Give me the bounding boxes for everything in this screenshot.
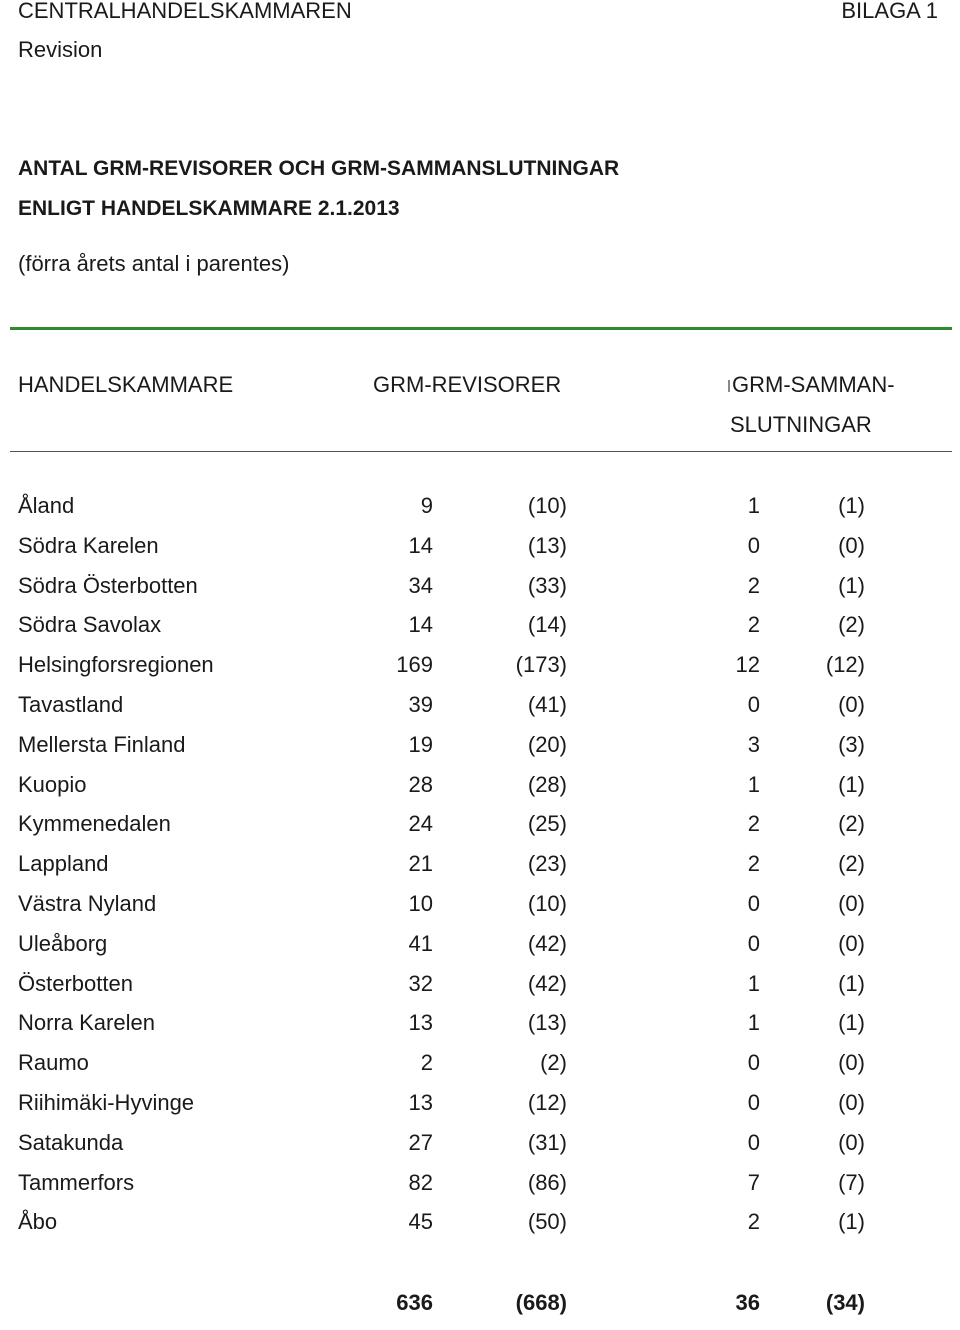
cell-chamber: Åland xyxy=(18,493,75,518)
cell-chamber: Satakunda xyxy=(18,1130,124,1155)
cell-chamber: Uleåborg xyxy=(18,931,108,956)
cell-associations: 1 xyxy=(747,772,760,797)
cell-associations-prev: (2) xyxy=(838,612,865,637)
cell-chamber: Kymmenedalen xyxy=(18,811,171,836)
cell-associations-prev: (0) xyxy=(838,931,865,956)
cell-associations-prev: (12) xyxy=(825,652,865,677)
cell-chamber: Kuopio xyxy=(18,772,87,797)
cell-associations-prev: (1) xyxy=(838,1209,865,1234)
table-row xyxy=(0,1010,960,1050)
section-label: Revision xyxy=(18,37,103,62)
tick-mark xyxy=(728,380,730,392)
cell-chamber: Södra Karelen xyxy=(18,533,159,558)
table-row xyxy=(0,772,960,812)
cell-auditors: 13 xyxy=(408,1090,433,1115)
table-row xyxy=(0,533,960,573)
cell-auditors-prev: (42) xyxy=(527,931,567,956)
cell-auditors: 45 xyxy=(408,1209,433,1234)
cell-associations: 2 xyxy=(747,811,760,836)
column-header-chamber: HANDELSKAMMARE xyxy=(18,372,234,397)
cell-associations-prev: (2) xyxy=(838,811,865,836)
cell-auditors: 27 xyxy=(408,1130,433,1155)
cell-auditors-prev: (28) xyxy=(527,772,567,797)
table-row xyxy=(0,811,960,851)
cell-auditors: 34 xyxy=(408,573,433,598)
cell-auditors-prev: (25) xyxy=(527,811,567,836)
table-row xyxy=(0,493,960,533)
table-row xyxy=(0,851,960,891)
total-associations-prev: (34) xyxy=(825,1290,865,1315)
cell-associations: 0 xyxy=(747,931,760,956)
cell-auditors-prev: (31) xyxy=(527,1130,567,1155)
cell-associations-prev: (3) xyxy=(838,732,865,757)
cell-associations: 1 xyxy=(747,971,760,996)
cell-associations: 3 xyxy=(747,732,760,757)
cell-auditors: 41 xyxy=(408,931,433,956)
table-row xyxy=(0,692,960,732)
table-header-divider xyxy=(10,451,952,452)
cell-chamber: Västra Nyland xyxy=(18,891,157,916)
attachment-label: BILAGA 1 xyxy=(841,0,938,23)
cell-associations: 0 xyxy=(747,1090,760,1115)
cell-associations-prev: (1) xyxy=(838,573,865,598)
document-title-line2: ENLIGT HANDELSKAMMARE 2.1.2013 xyxy=(18,197,400,220)
cell-associations-prev: (0) xyxy=(838,533,865,558)
column-header-associations-line2: SLUTNINGAR xyxy=(730,412,872,437)
document-note: (förra årets antal i parentes) xyxy=(18,251,290,276)
cell-auditors: 10 xyxy=(408,891,433,916)
cell-associations: 0 xyxy=(747,1050,760,1075)
column-header-associations xyxy=(728,372,895,398)
table-row xyxy=(0,891,960,931)
cell-auditors: 14 xyxy=(408,612,433,637)
cell-chamber: Södra Savolax xyxy=(18,612,162,637)
cell-auditors: 13 xyxy=(408,1010,433,1035)
table-row xyxy=(0,971,960,1011)
total-auditors-prev: (668) xyxy=(515,1290,567,1315)
cell-auditors: 39 xyxy=(408,692,433,717)
table-row xyxy=(0,1130,960,1170)
cell-auditors: 169 xyxy=(396,652,433,677)
cell-associations-prev: (2) xyxy=(838,851,865,876)
cell-associations-prev: (0) xyxy=(838,1130,865,1155)
cell-associations: 0 xyxy=(747,692,760,717)
cell-associations-prev: (1) xyxy=(838,971,865,996)
table-row xyxy=(0,931,960,971)
table-row xyxy=(0,1050,960,1090)
table-total-row xyxy=(0,1290,960,1330)
cell-chamber: Helsingforsregionen xyxy=(18,652,214,677)
cell-auditors-prev: (86) xyxy=(527,1170,567,1195)
cell-chamber: Åbo xyxy=(18,1209,58,1234)
cell-associations-prev: (0) xyxy=(838,692,865,717)
cell-associations: 2 xyxy=(747,851,760,876)
table-row xyxy=(0,612,960,652)
cell-chamber: Lappland xyxy=(18,851,109,876)
cell-chamber: Mellersta Finland xyxy=(18,732,186,757)
cell-chamber: Raumo xyxy=(18,1050,89,1075)
document-title-line1: ANTAL GRM-REVISORER OCH GRM-SAMMANSLUTNINGAR xyxy=(18,157,620,180)
total-associations: 36 xyxy=(735,1290,760,1315)
cell-chamber: Södra Österbotten xyxy=(18,573,198,598)
cell-auditors: 32 xyxy=(408,971,433,996)
cell-associations: 0 xyxy=(747,1130,760,1155)
cell-associations-prev: (1) xyxy=(838,493,865,518)
cell-associations: 7 xyxy=(747,1170,760,1195)
cell-chamber: Riihimäki-Hyvinge xyxy=(18,1090,195,1115)
cell-auditors: 19 xyxy=(408,732,433,757)
cell-associations: 12 xyxy=(735,652,760,677)
cell-associations: 1 xyxy=(747,493,760,518)
table-row xyxy=(0,1209,960,1249)
cell-associations-prev: (1) xyxy=(838,1010,865,1035)
cell-associations-prev: (1) xyxy=(838,772,865,797)
cell-auditors-prev: (14) xyxy=(527,612,567,637)
cell-auditors-prev: (2) xyxy=(540,1050,567,1075)
cell-auditors-prev: (10) xyxy=(527,493,567,518)
cell-auditors-prev: (12) xyxy=(527,1090,567,1115)
cell-auditors: 9 xyxy=(420,493,433,518)
cell-auditors: 24 xyxy=(408,811,433,836)
cell-auditors-prev: (20) xyxy=(527,732,567,757)
column-header-associations-line1: GRM-SAMMAN- xyxy=(732,372,895,397)
cell-associations: 2 xyxy=(747,1209,760,1234)
table-row xyxy=(0,573,960,613)
cell-associations-prev: (0) xyxy=(838,1050,865,1075)
cell-auditors: 2 xyxy=(420,1050,433,1075)
cell-auditors: 28 xyxy=(408,772,433,797)
table-row xyxy=(0,732,960,772)
cell-auditors-prev: (10) xyxy=(527,891,567,916)
cell-auditors-prev: (13) xyxy=(527,1010,567,1035)
header-divider xyxy=(10,327,952,330)
cell-chamber: Österbotten xyxy=(18,971,133,996)
organization-name: CENTRALHANDELSKAMMAREN xyxy=(18,0,352,23)
cell-auditors-prev: (42) xyxy=(527,971,567,996)
cell-associations-prev: (0) xyxy=(838,1090,865,1115)
cell-auditors-prev: (41) xyxy=(527,692,567,717)
cell-auditors: 21 xyxy=(408,851,433,876)
column-header-auditors: GRM-REVISORER xyxy=(373,372,562,397)
cell-auditors-prev: (33) xyxy=(527,573,567,598)
table-row xyxy=(0,1170,960,1210)
table-row xyxy=(0,1090,960,1130)
cell-chamber: Norra Karelen xyxy=(18,1010,155,1035)
cell-chamber: Tammerfors xyxy=(18,1170,135,1195)
cell-auditors: 14 xyxy=(408,533,433,558)
cell-auditors-prev: (50) xyxy=(527,1209,567,1234)
cell-associations: 2 xyxy=(747,573,760,598)
cell-associations: 0 xyxy=(747,891,760,916)
table-row xyxy=(0,652,960,692)
cell-chamber: Tavastland xyxy=(18,692,124,717)
cell-auditors: 82 xyxy=(408,1170,433,1195)
cell-associations: 0 xyxy=(747,533,760,558)
cell-associations-prev: (0) xyxy=(838,891,865,916)
total-auditors: 636 xyxy=(396,1290,433,1315)
cell-auditors-prev: (23) xyxy=(527,851,567,876)
cell-associations: 1 xyxy=(747,1010,760,1035)
cell-associations: 2 xyxy=(747,612,760,637)
cell-associations-prev: (7) xyxy=(838,1170,865,1195)
cell-auditors-prev: (173) xyxy=(515,652,567,677)
cell-auditors-prev: (13) xyxy=(527,533,567,558)
